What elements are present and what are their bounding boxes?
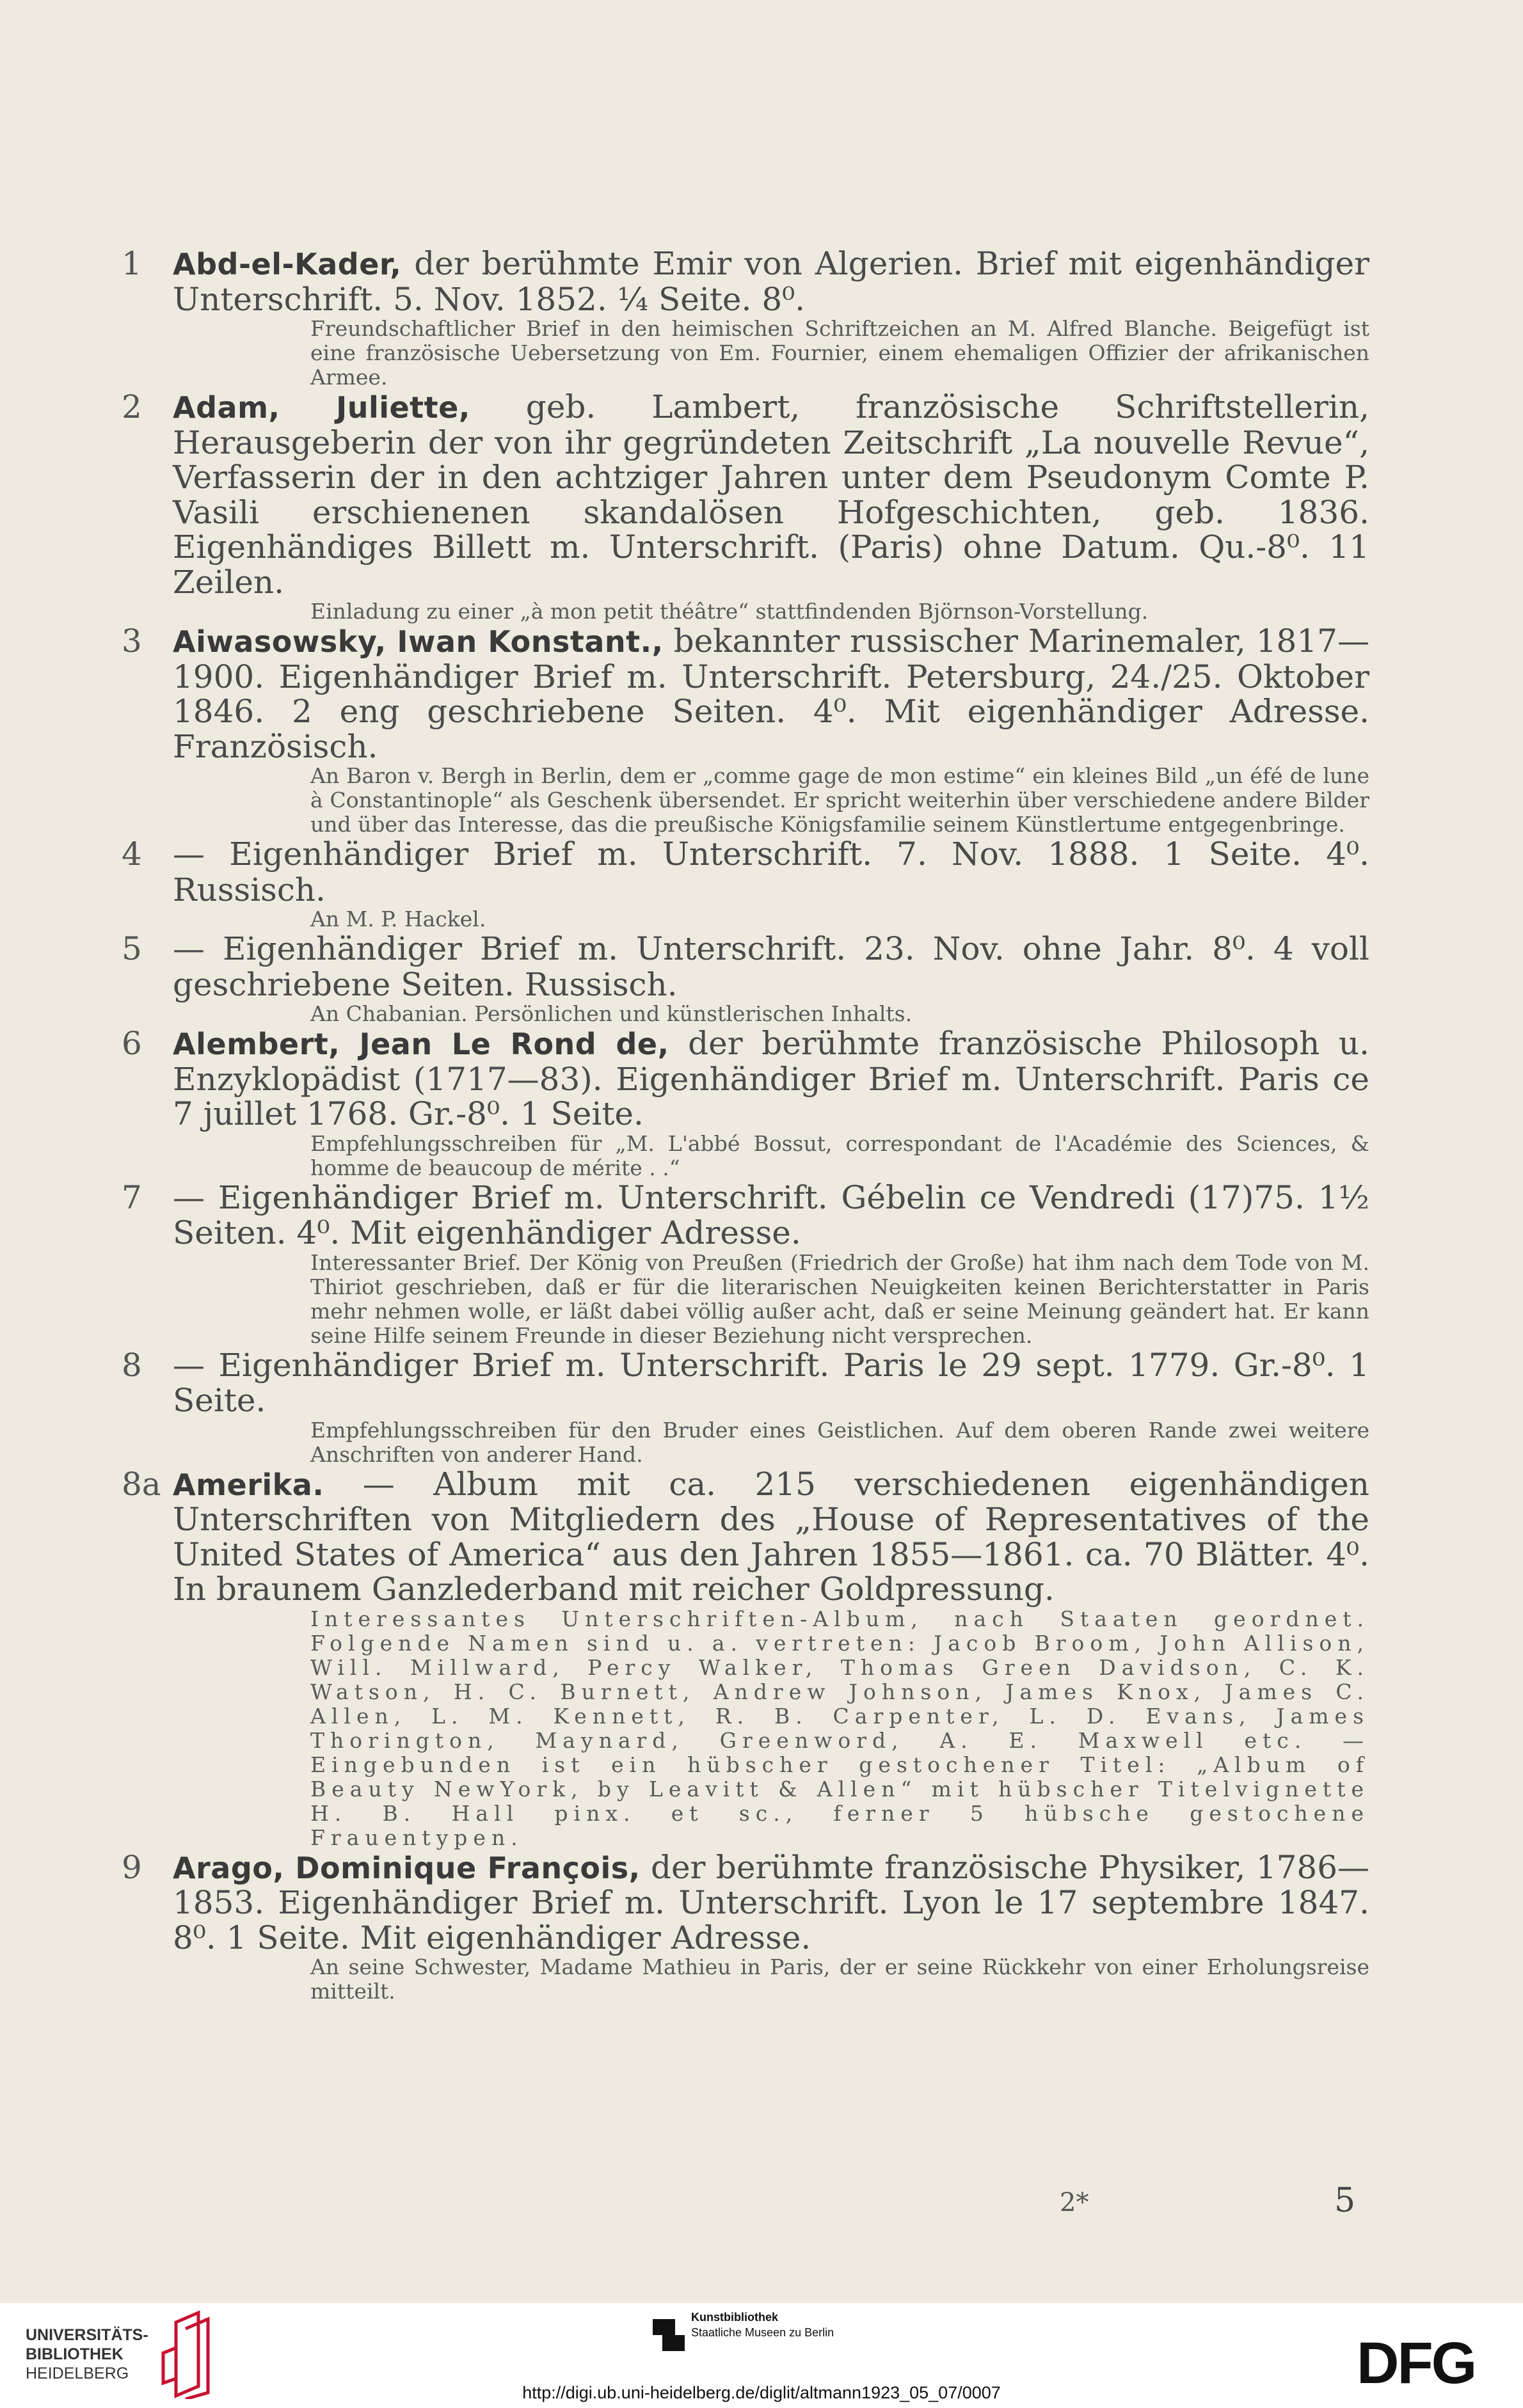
entry-note: An seine Schwester, Madame Mathieu in Paris, der er seine Rückkehr von einer Erholungsreise mitteilt. [310, 1954, 1369, 2004]
entry-name: Abd-el-Kader, [173, 247, 402, 281]
entry-note: Empfehlungsschreiben für „M. L'abbé Bossut, correspondant de l'Académie des Sciences, & homme de beaucoup de mérite . .“ [310, 1130, 1369, 1180]
entry-description [122, 1026, 1369, 1132]
entry-number: 2 [122, 388, 142, 425]
catalog-entry [122, 837, 1369, 931]
entry-text: — Eigenhändiger Brief m. Unterschrift. 7. Nov. 1888. 1 Seite. 4⁰. Russisch. [173, 836, 1369, 908]
catalog-entry [122, 1348, 1369, 1467]
entry-name: Amerika. [173, 1467, 324, 1502]
catalog-list [122, 246, 1369, 2004]
entry-description [122, 1850, 1369, 1956]
signature-mark: 2* [1060, 2188, 1089, 2217]
entry-name: Alembert, Jean Le Rond de, [173, 1027, 669, 1061]
page-number: 5 [1334, 2182, 1356, 2220]
entry-name: Arago, Dominique François, [173, 1850, 641, 1885]
digitization-footer-bar [0, 2303, 1523, 2408]
entry-note: An Baron v. Bergh in Berlin, dem er „comme gage de mon estime“ ein kleines Bild „un éfé de lune à Constantinople“ als Geschenk übersendet. Er spricht weiterhin über verschiedene andere Bilder und über das Interesse, das die preußische Königsfamilie seinem Künstlertume entgegenbringe. [310, 763, 1369, 837]
entry-number: 8a [122, 1465, 161, 1503]
entry-description [122, 1348, 1369, 1418]
entry-description [122, 390, 1369, 599]
catalog-entry [122, 390, 1369, 624]
entry-number: 4 [122, 836, 142, 873]
catalog-entry [122, 1026, 1369, 1180]
entry-description [122, 837, 1369, 907]
entry-number: 9 [122, 1848, 142, 1886]
entry-note: An M. P. Hackel. [310, 907, 486, 931]
entry-text: der berühmte französische Philosoph u. Enzyklopädist (1717—83). Eigenhändiger Brief m. Unterschrift. Paris ce 7 juillet 1768. Gr.-8⁰. 1 Seite. [173, 1025, 1369, 1132]
entry-note: An Chabanian. Persönlichen und künstlerischen Inhalts. [310, 1001, 913, 1026]
entry-text: der berühmte französische Physiker, 1786—1853. Eigenhändiger Brief m. Unterschrift. Lyon le 17 septembre 1847. 8⁰. 1 Seite. Mit eigenhändiger Adresse. [173, 1848, 1370, 1956]
catalog-entry [122, 931, 1369, 1026]
page-footer [0, 2182, 1523, 2226]
entry-number: 5 [122, 930, 142, 967]
kb-line1: Kunstbibliothek [691, 2311, 778, 2324]
uni-logo-line1: UNIVERSITÄTS- [26, 2326, 148, 2344]
entry-text: — Eigenhändiger Brief m. Unterschrift. Paris le 29 sept. 1779. Gr.-8⁰. 1 Seite. [173, 1346, 1369, 1419]
dfg-logo[interactable]: DFG [1357, 2331, 1476, 2396]
entry-description [122, 931, 1369, 1002]
kunstbibliothek-name [691, 2309, 834, 2340]
source-url-link[interactable]: http://digi.ub.uni-heidelberg.de/diglit/altmann1923_05_07/0007 [522, 2383, 1001, 2402]
kb-line2: Staatliche Museen zu Berlin [691, 2326, 834, 2339]
catalog-entry [122, 1180, 1369, 1348]
entry-text: — Eigenhändiger Brief m. Unterschrift. 23. Nov. ohne Jahr. 8⁰. 4 voll geschriebene Seiten. Russisch. [173, 930, 1369, 1003]
uni-logo-line2: BIBLIOTHEK [26, 2345, 124, 2363]
kunstbibliothek-logo-icon[interactable] [650, 2309, 688, 2354]
entry-number: 7 [122, 1178, 142, 1216]
entry-number: 6 [122, 1025, 142, 1062]
entry-note: Interessantes Unterschriften-Album, nach Staaten geordnet. Folgende Namen sind u. a. vertreten: Jacob Broom, John Allison, Will. Millward, Percy Walker, Thomas Green Davidson, C. K. Watson, H. C. Burnett, Andrew Johnson, James Knox, James C. Allen, L. M. Kennett, R. B. Carpenter, L. D. Evans, James Thorington, Maynard, Greenword, A. E. Maxwell etc. — Eingebunden ist ein hübscher gestochener Titel: „Album of Beauty NewYork, by Leavitt & Allen“ mit hübscher Titelvignette H. B. Hall pinx. et sc., ferner 5 hübsche gestochene Frauentypen. [310, 1606, 1369, 1850]
entry-description [122, 1467, 1369, 1607]
catalog-entry [122, 246, 1369, 390]
entry-text: — Eigenhändiger Brief m. Unterschrift. Gébelin ce Vendredi (17)75. 1½ Seiten. 4⁰. Mit eigenhändiger Adresse. [173, 1178, 1369, 1251]
catalog-entry [122, 1850, 1369, 2004]
entry-text: geb. Lambert, französische Schriftstellerin, Herausgeberin der von ihr gegründeten Zeitschrift „La nouvelle Revue“, Verfasserin der in den achtziger Jahren unter dem Pseudonym Comte P. Vasili erschienenen skandalösen Hofgeschichten, geb. 1836. Eigenhändiges Billett m. Unterschrift. (Paris) ohne Datum. Qu.-8⁰. 11 Zeilen. [173, 388, 1369, 601]
entry-text: der berühmte Emir von Algerien. Brief mit eigenhändiger Unterschrift. 5. Nov. 1852. ¼ Seite. 8⁰. [173, 245, 1369, 318]
entry-text: — Album mit ca. 215 verschiedenen eigenhändigen Unterschriften von Mitgliedern des „House of Representatives of the United States of America“ aus den Jahren 1855—1861. ca. 70 Blätter. 4⁰. In braunem Ganzlederband mit reicher Goldpressung. [173, 1465, 1369, 1608]
catalog-entry [122, 624, 1369, 837]
entry-note: Freundschaftlicher Brief in den heimischen Schriftzeichen an M. Alfred Blanche. Beigefügt ist eine französische Uebersetzung von Em. Fournier, einem ehemaligen Offizier der afrikanischen Armee. [310, 316, 1369, 390]
entry-note: Interessanter Brief. Der König von Preußen (Friedrich der Große) hat ihm nach dem Tode von M. Thiriot geschrieben, daß er für die literarischen Neuigkeiten keinen Berichterstatter in Paris mehr nehmen wolle, er läßt dabei völlig außer acht, daß er seine Meinung geändert hat. Er kann seine Hilfe seinem Freunde in dieser Beziehung nicht versprechen. [310, 1249, 1369, 1348]
entry-description [122, 1180, 1369, 1251]
entry-name: Aiwasowsky, Iwan Konstant., [173, 624, 664, 659]
entry-number: 1 [122, 245, 142, 282]
entry-description [122, 246, 1369, 317]
uni-logo-line3: HEIDELBERG [26, 2364, 129, 2382]
catalog-entry [122, 1467, 1369, 1850]
entry-name: Adam, Juliette, [173, 390, 470, 425]
entry-number: 3 [122, 622, 142, 660]
entry-note: Empfehlungsschreiben für den Bruder eines Geistlichen. Auf dem oberen Rande zwei weitere Anschriften von anderer Hand. [310, 1417, 1369, 1467]
entry-number: 8 [122, 1346, 142, 1384]
entry-description [122, 624, 1369, 764]
entry-note: Einladung zu einer „à mon petit théâtre“ stattfindenden Björnson-Vorstellung. [310, 599, 1149, 624]
entry-text: bekannter russischer Marinemaler, 1817—1900. Eigenhändiger Brief m. Unterschrift. Petersburg, 24./25. Oktober 1846. 2 eng geschriebene Seiten. 4⁰. Mit eigenhändiger Adresse. Französisch. [173, 622, 1369, 765]
